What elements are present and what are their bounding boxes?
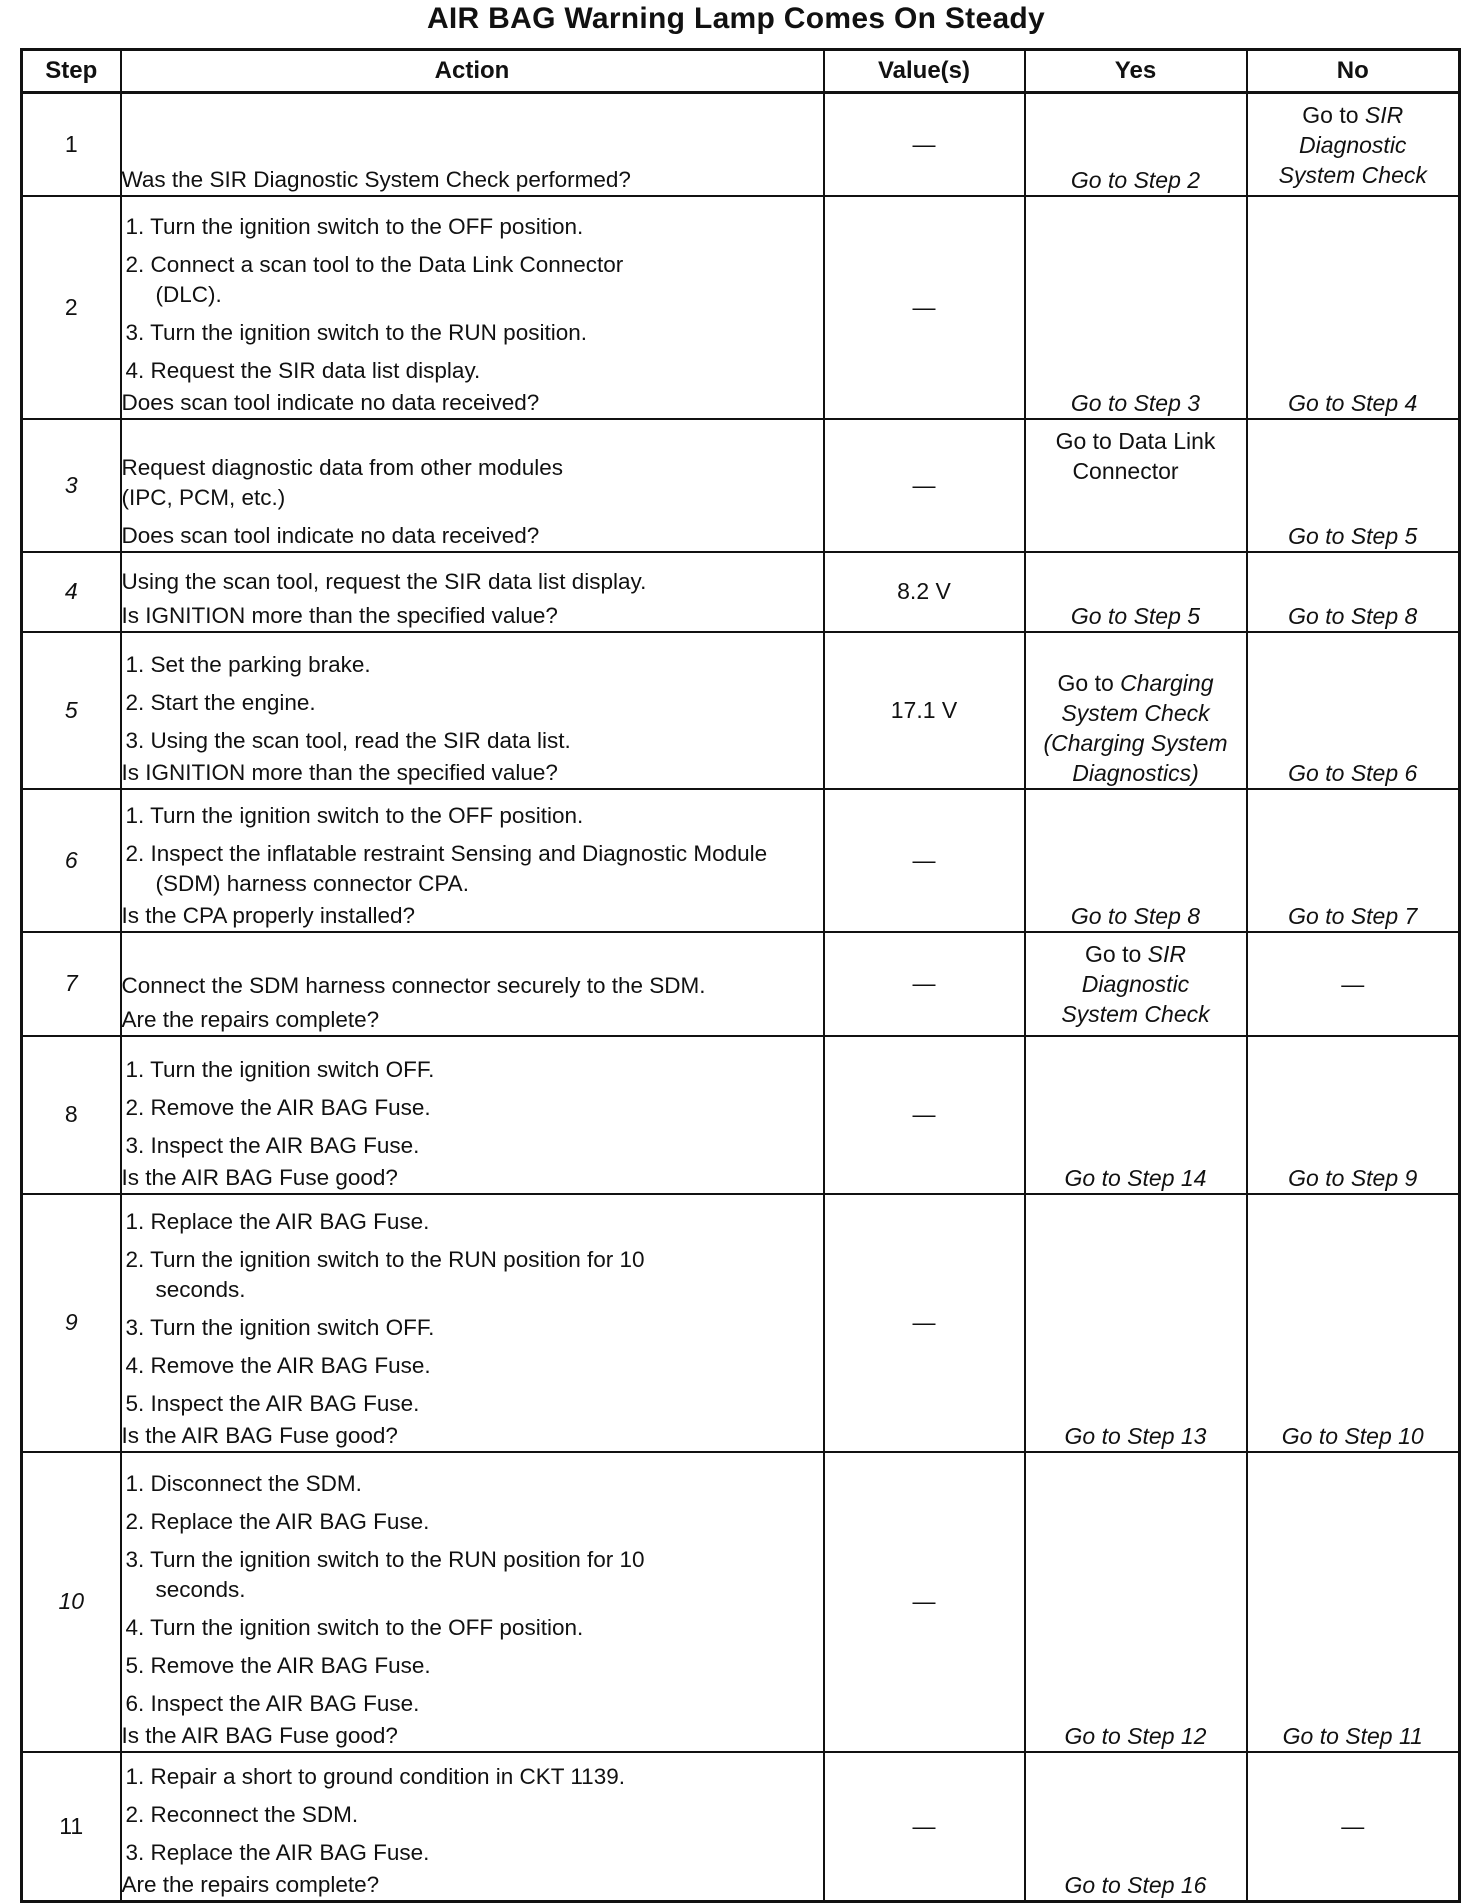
step-number: 5: [22, 632, 121, 789]
value-cell: —: [824, 196, 1025, 419]
header-row: [22, 50, 1460, 93]
header-no: No: [1247, 50, 1460, 93]
yes-link[interactable]: Charging: [1120, 669, 1214, 696]
action-item: 1. Disconnect the SDM.: [125, 1470, 362, 1496]
action-cell: [121, 196, 824, 419]
yes-link[interactable]: Go to Step 12: [1064, 1722, 1207, 1749]
yes-link[interactable]: Go to Step 3: [1070, 389, 1201, 416]
step-number: 1: [22, 93, 121, 196]
action-question: Is the AIR BAG Fuse good?: [121, 1164, 398, 1190]
action-cell: [121, 1036, 824, 1194]
action-item: 4. Turn the ignition switch to the OFF position.: [125, 1614, 584, 1640]
yes-link[interactable]: Go to Step 5: [1070, 602, 1201, 629]
yes-cell: [1025, 196, 1247, 419]
value-cell: —: [824, 1194, 1025, 1452]
no-cell: [1247, 1452, 1460, 1752]
table-row-step-4: [22, 552, 1460, 632]
action-item: 2. Remove the AIR BAG Fuse.: [125, 1094, 431, 1120]
no-link[interactable]: Go to Step 4: [1288, 389, 1418, 416]
header-step: Step: [22, 50, 121, 93]
action-question: Are the repairs complete?: [121, 1006, 380, 1032]
action-item: 6. Inspect the AIR BAG Fuse.: [125, 1690, 420, 1716]
action-cell: [121, 1752, 824, 1902]
action-item: 2. Replace the AIR BAG Fuse.: [125, 1508, 430, 1534]
action-question: Does scan tool indicate no data received?: [121, 522, 540, 548]
no-cell: [1247, 1194, 1460, 1452]
no-cell: Go to SIR Diagnostic System Check: [1247, 93, 1460, 196]
header-values: Value(s): [824, 50, 1025, 93]
value-cell: 8.2 V: [824, 552, 1025, 632]
action-item: 3. Inspect the AIR BAG Fuse.: [125, 1132, 420, 1158]
action-item: 5. Inspect the AIR BAG Fuse.: [125, 1390, 420, 1416]
no-link[interactable]: Go to Step 6: [1288, 759, 1418, 786]
table-row-step-7: [22, 932, 1460, 1036]
action-item: 1. Turn the ignition switch OFF.: [125, 1056, 435, 1082]
yes-cell: [1025, 1752, 1247, 1902]
step-number: 3: [22, 419, 121, 552]
action-question: Is the AIR BAG Fuse good?: [121, 1722, 398, 1748]
step-number: 11: [22, 1752, 121, 1902]
action-item: 4. Remove the AIR BAG Fuse.: [125, 1352, 431, 1378]
value-cell: —: [824, 932, 1025, 1036]
no-cell: [1247, 632, 1460, 789]
action-item: 5. Remove the AIR BAG Fuse.: [125, 1652, 431, 1678]
no-cell: [1247, 196, 1460, 419]
no-cell: [1247, 419, 1460, 552]
action-item: 1. Replace the AIR BAG Fuse.: [125, 1208, 430, 1234]
value-cell: —: [824, 1036, 1025, 1194]
yes-link[interactable]: Go to Step 14: [1064, 1164, 1207, 1191]
table-row-step-6: [22, 789, 1460, 932]
action-text: Connect the SDM harness connector securely to the SDM.: [121, 972, 706, 998]
step-number: 4: [22, 552, 121, 632]
no-cell: [1247, 1036, 1460, 1194]
yes-link[interactable]: Go to Step 2: [1070, 166, 1201, 193]
yes-link[interactable]: Go to Step 16: [1064, 1872, 1207, 1898]
yes-cell: [1025, 552, 1247, 632]
action-item: 1. Set the parking brake.: [125, 651, 371, 677]
action-question: Does scan tool indicate no data received?: [121, 389, 540, 415]
yes-cell: [1025, 1194, 1247, 1452]
yes-cell: [1025, 93, 1247, 196]
yes-cell: [1025, 1036, 1247, 1194]
action-item: 3. Turn the ignition switch to the RUN position.: [125, 319, 587, 345]
action-item: 2. Start the engine.: [125, 689, 316, 715]
action-item: 3. Turn the ignition switch OFF.: [125, 1314, 435, 1340]
header-yes: Yes: [1025, 50, 1247, 93]
diagnostic-table: [20, 48, 1461, 1903]
no-link[interactable]: Go to Step 9: [1288, 1164, 1418, 1191]
yes-cell: [1025, 1452, 1247, 1752]
value-cell: —: [824, 93, 1025, 196]
step-number: 6: [22, 789, 121, 932]
no-cell: —: [1247, 932, 1460, 1036]
table-row-step-11: [22, 1752, 1460, 1902]
table-row-step-5: [22, 632, 1460, 789]
document-title: AIR BAG Warning Lamp Comes On Steady: [426, 2, 1046, 35]
action-cell: [121, 632, 824, 789]
action-cell: [121, 93, 824, 196]
no-cell: [1247, 552, 1460, 632]
yes-cell: Go to Charging System Check (Charging System Diagnostics): [1025, 632, 1247, 789]
step-number: 10: [22, 1452, 121, 1752]
no-cell: [1247, 789, 1460, 932]
value-cell: —: [824, 1752, 1025, 1902]
step-number: 2: [22, 196, 121, 419]
no-link[interactable]: Go to Step 7: [1288, 902, 1418, 929]
action-item: 1. Turn the ignition switch to the OFF position.: [125, 213, 584, 239]
action-question: Is the AIR BAG Fuse good?: [121, 1422, 398, 1448]
no-link[interactable]: Go to Step 8: [1288, 602, 1418, 629]
action-cell: [121, 1452, 824, 1752]
step-number: 8: [22, 1036, 121, 1194]
table-row-step-10: [22, 1452, 1460, 1752]
table-row-step-1: [22, 93, 1460, 196]
action-cell: [121, 1194, 824, 1452]
action-question: Is IGNITION more than the specified value?: [121, 759, 558, 785]
action-question: Was the SIR Diagnostic System Check performed?: [121, 166, 631, 192]
action-item: 1. Repair a short to ground condition in CKT 1139.: [125, 1764, 625, 1789]
yes-cell: Go to SIR Diagnostic System Check: [1025, 932, 1247, 1036]
action-item: 2. Inspect the inflatable restraint Sensing and Diagnostic Module (SDM) harness connector CPA.: [125, 840, 768, 896]
action-question: Is the CPA properly installed?: [121, 902, 415, 928]
action-cell: [121, 789, 824, 932]
action-question: Is IGNITION more than the specified value?: [121, 602, 558, 628]
table-row-step-3: [22, 419, 1460, 552]
table-row-step-2: [22, 196, 1460, 419]
no-link[interactable]: Go to Step 5: [1288, 522, 1418, 549]
action-item: 4. Request the SIR data list display.: [125, 357, 481, 383]
value-cell: —: [824, 419, 1025, 552]
value-cell: 17.1 V: [824, 632, 1025, 789]
no-link[interactable]: Go to Step 10: [1281, 1422, 1424, 1449]
yes-link[interactable]: Go to Step 8: [1070, 902, 1201, 929]
no-link[interactable]: Go to Step 11: [1282, 1722, 1423, 1749]
value-cell: —: [824, 1452, 1025, 1752]
header-action: Action: [121, 50, 824, 93]
no-cell: —: [1247, 1752, 1460, 1902]
yes-link[interactable]: Go to Data Link: [1055, 427, 1216, 454]
no-link[interactable]: SIR: [1364, 102, 1404, 128]
action-item: 2. Reconnect the SDM.: [125, 1802, 359, 1827]
action-cell: [121, 419, 824, 552]
yes-link[interactable]: Go to Step 13: [1064, 1422, 1207, 1449]
action-item: 2. Connect a scan tool to the Data Link Connector (DLC).: [125, 251, 624, 307]
action-item: 3. Replace the AIR BAG Fuse.: [125, 1840, 430, 1865]
action-text: (IPC, PCM, etc.): [121, 484, 286, 510]
action-item: 3. Using the scan tool, read the SIR data list.: [125, 727, 571, 753]
action-cell: [121, 552, 824, 632]
action-item: 1. Turn the ignition switch to the OFF position.: [125, 802, 584, 828]
action-question: Are the repairs complete?: [121, 1872, 380, 1897]
action-text: Using the scan tool, request the SIR data list display.: [121, 568, 647, 594]
table-row-step-8: [22, 1036, 1460, 1194]
action-item: 3. Turn the ignition switch to the RUN position for 10 seconds.: [125, 1546, 645, 1602]
step-number: 9: [22, 1194, 121, 1452]
yes-cell: [1025, 789, 1247, 932]
action-cell: [121, 932, 824, 1036]
value-cell: —: [824, 789, 1025, 932]
action-text: Request diagnostic data from other modules: [121, 454, 563, 480]
yes-cell: Go to Data Link Connector: [1025, 419, 1247, 552]
action-item: 2. Turn the ignition switch to the RUN position for 10 seconds.: [125, 1246, 645, 1302]
step-number: 7: [22, 932, 121, 1036]
table-row-step-9: [22, 1194, 1460, 1452]
yes-link[interactable]: SIR: [1147, 940, 1186, 967]
